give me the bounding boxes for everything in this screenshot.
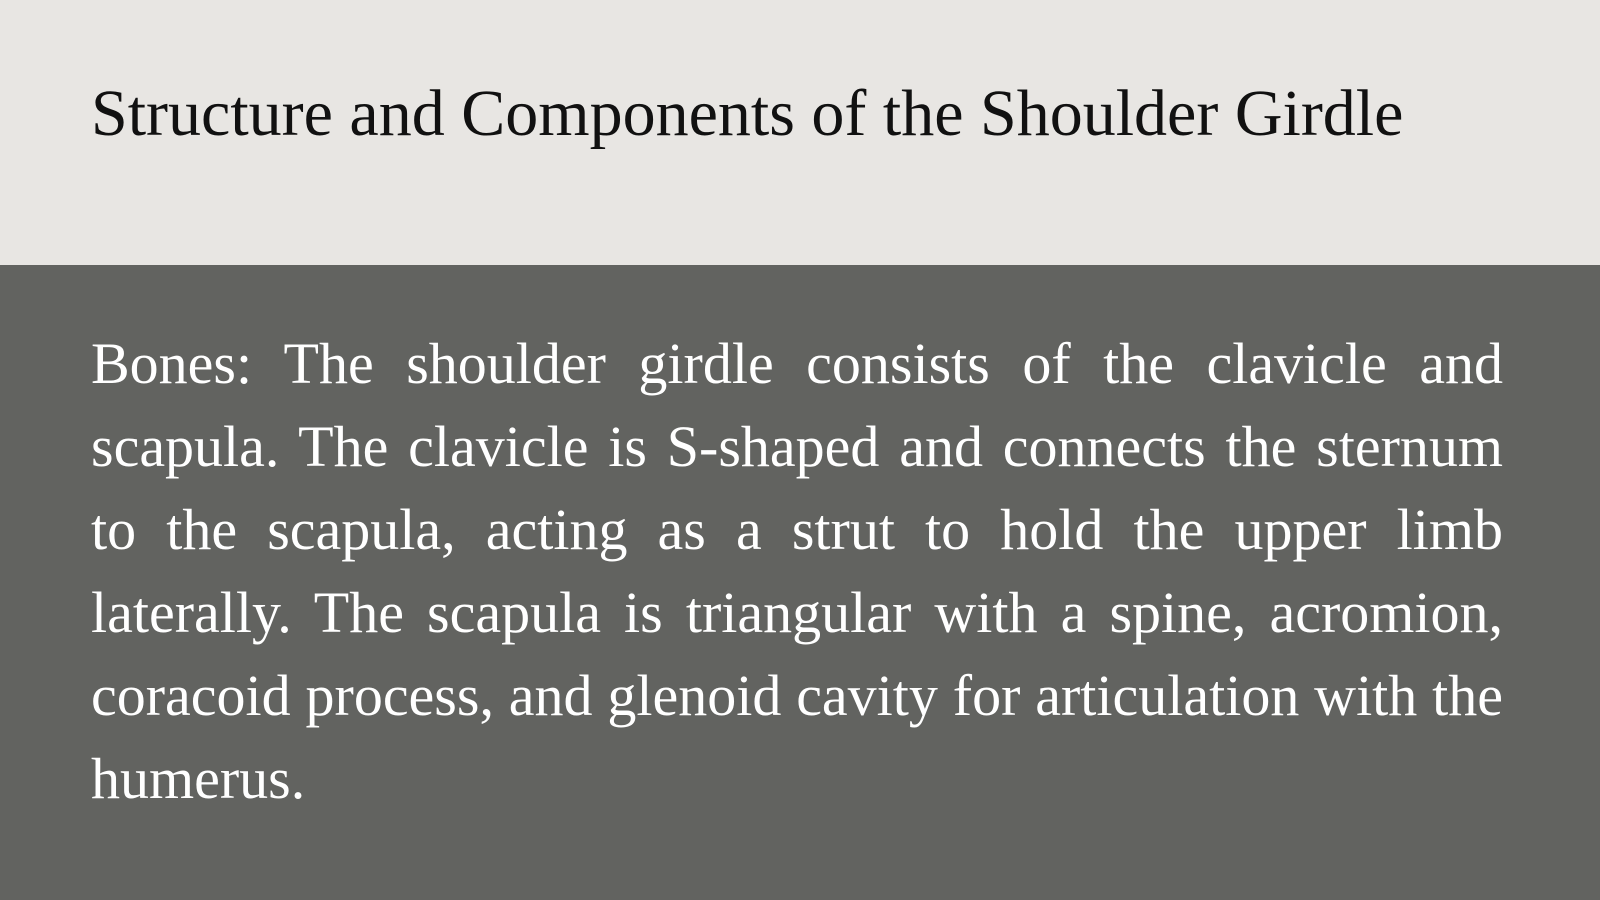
body-paragraph: Bones: The shoulder girdle consists of the clavicle and scapula. The clavicle is S-shaped and connects the sternum to the scapula, acting as a strut to hold the upper limb laterally. The scapula is triangular with a spine, acromion, coracoid process, and glenoid cavity for articulation with the humerus. (91, 331, 1503, 811)
slide-title: Structure and Components of the Shoulder Girdle (91, 77, 1404, 150)
